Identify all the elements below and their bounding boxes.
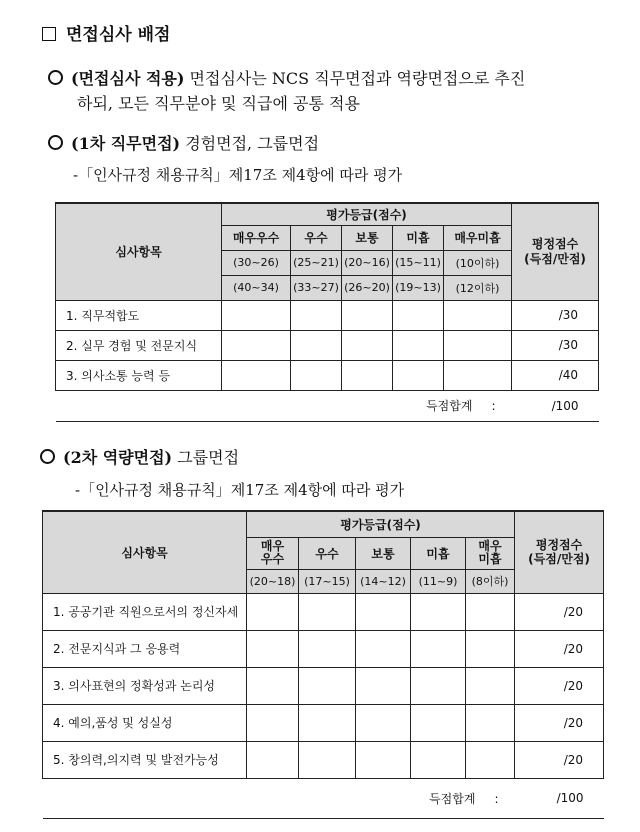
table-row: [56, 330, 599, 360]
score-cell[interactable]: [247, 593, 299, 630]
table1-total: [56, 390, 512, 421]
score-cell[interactable]: [247, 704, 299, 741]
table2-grade-range: (14~12): [356, 569, 411, 593]
table1-grade-range-alt: (26~20): [342, 275, 393, 300]
score-cell[interactable]: [466, 741, 515, 778]
table2-max: /20: [515, 741, 604, 778]
table1-item: 1. 직무적합도: [56, 300, 222, 330]
score-cell[interactable]: [291, 360, 342, 390]
table1-grade-range: (20~16): [342, 250, 393, 275]
table2-max: /20: [515, 704, 604, 741]
score-cell[interactable]: [356, 667, 411, 704]
score-cell[interactable]: [356, 741, 411, 778]
table2-grade-range: (8이하): [466, 569, 515, 593]
score-cell[interactable]: [222, 330, 291, 360]
table1-grade-range: (15~11): [393, 250, 444, 275]
table1-grade-range: (25~21): [291, 250, 342, 275]
table1-max: /40: [512, 360, 599, 390]
score-cell[interactable]: [342, 300, 393, 330]
table2-grade-range: (20~18): [247, 569, 299, 593]
section2-text: 그룹면접: [172, 448, 240, 467]
table2-total: [43, 778, 515, 818]
table1-max: /30: [512, 300, 599, 330]
score-cell[interactable]: [393, 330, 444, 360]
score-cell[interactable]: [411, 593, 466, 630]
score-cell[interactable]: [342, 360, 393, 390]
table2-max: /20: [515, 630, 604, 667]
table2-item-header: 심사항목: [43, 511, 247, 593]
table2-score-header: 평정점수 (득점/만점): [515, 511, 604, 593]
table1-grade-name: 우수: [291, 225, 342, 250]
table-row: [43, 593, 604, 630]
score-cell[interactable]: [411, 741, 466, 778]
score-cell[interactable]: [299, 630, 356, 667]
score-cell[interactable]: [444, 300, 512, 330]
score-cell[interactable]: [411, 704, 466, 741]
table2-total-sep: :: [494, 791, 499, 806]
intro-line-1: [48, 66, 525, 89]
table1-grade-range-alt: (40~34): [222, 275, 291, 300]
score-cell[interactable]: [356, 593, 411, 630]
score-cell[interactable]: [299, 593, 356, 630]
score-cell[interactable]: [299, 667, 356, 704]
table2-grade-name: 미흡: [411, 537, 466, 569]
table2-max: /20: [515, 667, 604, 704]
score-cell[interactable]: [393, 360, 444, 390]
table2-grade-range: (17~15): [299, 569, 356, 593]
score-cell[interactable]: [466, 630, 515, 667]
table-row: [56, 300, 599, 330]
score-cell[interactable]: [222, 360, 291, 390]
score-cell[interactable]: [247, 630, 299, 667]
table1-grade-range: (10이하): [444, 250, 512, 275]
table-row: [43, 741, 604, 778]
score-cell[interactable]: [291, 330, 342, 360]
section2-note: -「인사규정 채용규칙」제17조 제4항에 따라 평가: [75, 481, 405, 499]
intro-text-1: 면접심사는 NCS 직무면접과 역량면접으로 추진: [184, 69, 526, 88]
section1-note: -「인사규정 채용규칙」제17조 제4항에 따라 평가: [73, 166, 403, 184]
table-row: [56, 360, 599, 390]
score-cell[interactable]: [411, 630, 466, 667]
table1-grade-name: 보통: [342, 225, 393, 250]
circle-bullet-icon: [48, 70, 63, 85]
score-cell[interactable]: [466, 667, 515, 704]
table-row: [43, 630, 604, 667]
table2-grade-range: (11~9): [411, 569, 466, 593]
table1-grade-range: (30~26): [222, 250, 291, 275]
table1-score-header: 평정점수 (득점/만점): [512, 203, 599, 300]
table1-item: 2. 실무 경험 및 전문지식: [56, 330, 222, 360]
table1-grade-name: 미흡: [393, 225, 444, 250]
table-row: [43, 667, 604, 704]
score-cell[interactable]: [393, 300, 444, 330]
score-cell[interactable]: [299, 704, 356, 741]
score-cell[interactable]: [299, 741, 356, 778]
table2-item: 1. 공공기관 직원으로서의 정신자세: [43, 593, 247, 630]
section2-label: (2차 역량면접): [63, 448, 173, 467]
table1-grade-range-alt: (12이하): [444, 275, 512, 300]
table2-grade-name: 매우 우수: [247, 537, 299, 569]
table2-grade-name: 우수: [299, 537, 356, 569]
table2-max: /20: [515, 593, 604, 630]
table2-grade-name: 매우 미흡: [466, 537, 515, 569]
score-cell[interactable]: [466, 593, 515, 630]
section1-text: 경험면접, 그룹면접: [180, 134, 320, 153]
section2-title: [40, 445, 239, 468]
table1-grade-range-alt: (33~27): [291, 275, 342, 300]
section2-score-table: [42, 510, 604, 819]
score-cell[interactable]: [222, 300, 291, 330]
circle-bullet-icon: [48, 135, 63, 150]
table2-total-row: [43, 778, 604, 818]
table1-total-label: 득점합계: [426, 399, 473, 413]
table2-item: 2. 전문지식과 그 응용력: [43, 630, 247, 667]
table-row: [43, 704, 604, 741]
table1-grade-range-alt: (19~13): [393, 275, 444, 300]
table1-total-sep: :: [491, 399, 496, 413]
table1-grade-name: 매우미흡: [444, 225, 512, 250]
intro-line-2: 하되, 모든 직무분야 및 직급에 공통 적용: [77, 94, 360, 113]
score-cell[interactable]: [247, 667, 299, 704]
circle-bullet-icon: [40, 449, 55, 464]
score-cell[interactable]: [411, 667, 466, 704]
table1-item-header: 심사항목: [56, 203, 222, 300]
section1-label: (1차 직무면접): [71, 134, 181, 153]
score-cell[interactable]: [466, 704, 515, 741]
score-cell[interactable]: [247, 741, 299, 778]
section1-score-table: [55, 202, 599, 422]
table2-item: 4. 예의,품성 및 성실성: [43, 704, 247, 741]
section1-title: [48, 131, 319, 154]
score-cell[interactable]: [444, 330, 512, 360]
table2-grade-header: 평가등급(점수): [247, 511, 515, 537]
square-bullet-icon: [42, 27, 56, 41]
table1-grade-header: 평가등급(점수): [222, 203, 512, 225]
table1-max: /30: [512, 330, 599, 360]
score-cell[interactable]: [356, 630, 411, 667]
table2-item: 5. 창의력,의지력 및 발전가능성: [43, 741, 247, 778]
table1-total-max: /100: [512, 390, 599, 421]
score-cell[interactable]: [291, 300, 342, 330]
page-heading: 면접심사 배점: [42, 20, 170, 45]
table1-total-row: [56, 390, 599, 421]
score-cell[interactable]: [342, 330, 393, 360]
intro-label: (면접심사 적용): [71, 69, 185, 88]
table2-total-label: 득점합계: [429, 791, 476, 806]
score-cell[interactable]: [356, 704, 411, 741]
table1-item: 3. 의사소통 능력 등: [56, 360, 222, 390]
table2-item: 3. 의사표현의 정확성과 논리성: [43, 667, 247, 704]
table2-total-max: /100: [515, 778, 604, 818]
table1-grade-name: 매우우수: [222, 225, 291, 250]
table2-grade-name: 보통: [356, 537, 411, 569]
score-cell[interactable]: [444, 360, 512, 390]
